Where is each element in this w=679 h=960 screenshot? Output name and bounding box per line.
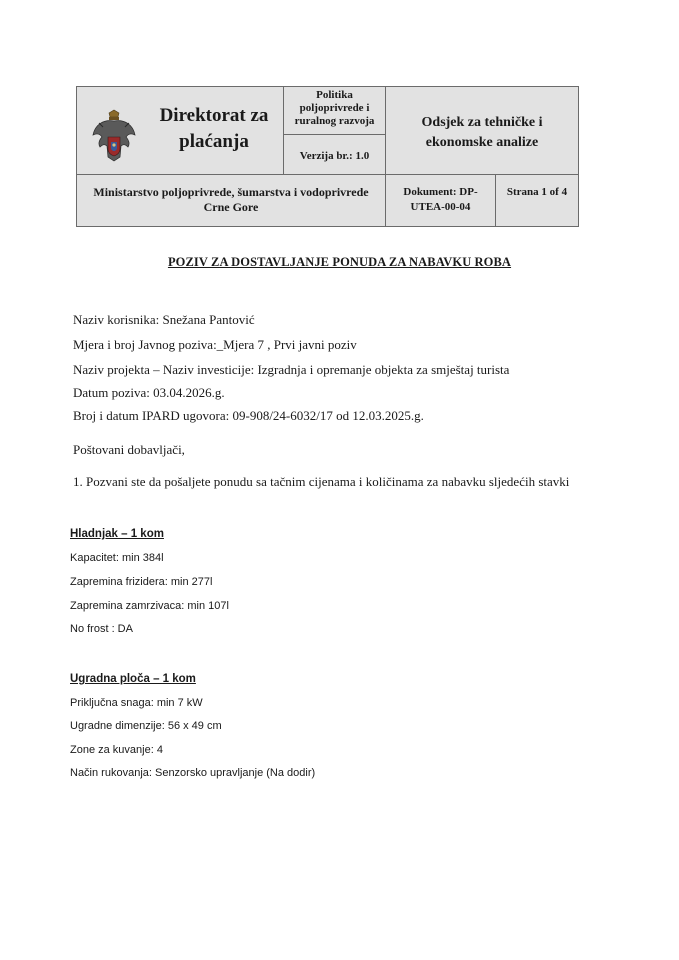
- ministry-cell: [77, 175, 386, 226]
- page-number-cell: [496, 175, 578, 226]
- beneficiary-line: Naziv korisnika: Snežana Pantović: [73, 312, 255, 327]
- invitation-paragraph: 1. Pozvani ste da pošaljete ponudu sa tačnim cijenama i količinama za nabavku sljedećih stavki: [73, 474, 570, 489]
- department-cell: [386, 87, 578, 175]
- document-cell: [386, 175, 496, 226]
- item-spec: Zapremina frizidera: min 277l: [70, 576, 213, 588]
- document-header: [76, 86, 579, 227]
- project-line: Naziv projekta – Naziv investicije: Izgradnja i opremanje objekta za smještaj turista: [73, 362, 510, 377]
- version-label: Verzija br.: 1.0: [299, 150, 370, 162]
- policy-line: poljoprivrede i: [299, 102, 370, 114]
- organization-name: Direktorat za plaćanja: [159, 105, 269, 152]
- item-heading: Hladnjak – 1 kom: [70, 528, 164, 540]
- ministry-name: Ministarstvo poljoprivrede, šumarstva i vodoprivrede: [93, 185, 369, 199]
- department-name: Odsjek za tehničke i ekonomske analize: [421, 115, 543, 150]
- item-spec: Zone za kuvanje: 4: [70, 744, 163, 756]
- item-spec: Zapremina zamrzivaca: min 107l: [70, 600, 229, 612]
- policy-line: Politika: [316, 89, 353, 101]
- montenegro-coat-of-arms-icon: [91, 109, 137, 163]
- document-id: Dokument: DP-: [403, 186, 478, 198]
- item-spec: Ugradne dimenzije: 56 x 49 cm: [70, 720, 222, 732]
- policy-cell: [284, 87, 386, 135]
- item-heading: Ugradna ploča – 1 kom: [70, 673, 196, 685]
- measure-line: Mjera i broj Javnog poziva:_Mjera 7 , Prvi javni poziv: [73, 337, 357, 352]
- item-spec: Kapacitet: min 384l: [70, 552, 164, 564]
- version-cell: [284, 135, 386, 175]
- date-line: Datum poziva: 03.04.2026.g.: [73, 385, 225, 400]
- item-spec: No frost : DA: [70, 623, 133, 635]
- document-id-cont: UTEA-00-04: [410, 201, 471, 213]
- organization-cell: [77, 87, 284, 175]
- page-number: Strana 1 of 4: [506, 186, 568, 198]
- item-spec: Način rukovanja: Senzorsko upravljanje (Na dodir): [70, 767, 316, 779]
- document-title: POZIV ZA DOSTAVLJANJE PONUDA ZA NABAVKU ROBA: [167, 255, 512, 269]
- greeting: Poštovani dobavljači,: [73, 442, 185, 457]
- contract-line: Broj i datum IPARD ugovora: 09-908/24-6032/17 od 12.03.2025.g.: [73, 408, 424, 423]
- policy-line: ruralnog razvoja: [294, 115, 375, 127]
- item-spec: Priključna snaga: min 7 kW: [70, 697, 203, 709]
- ministry-country: Crne Gore: [203, 200, 259, 214]
